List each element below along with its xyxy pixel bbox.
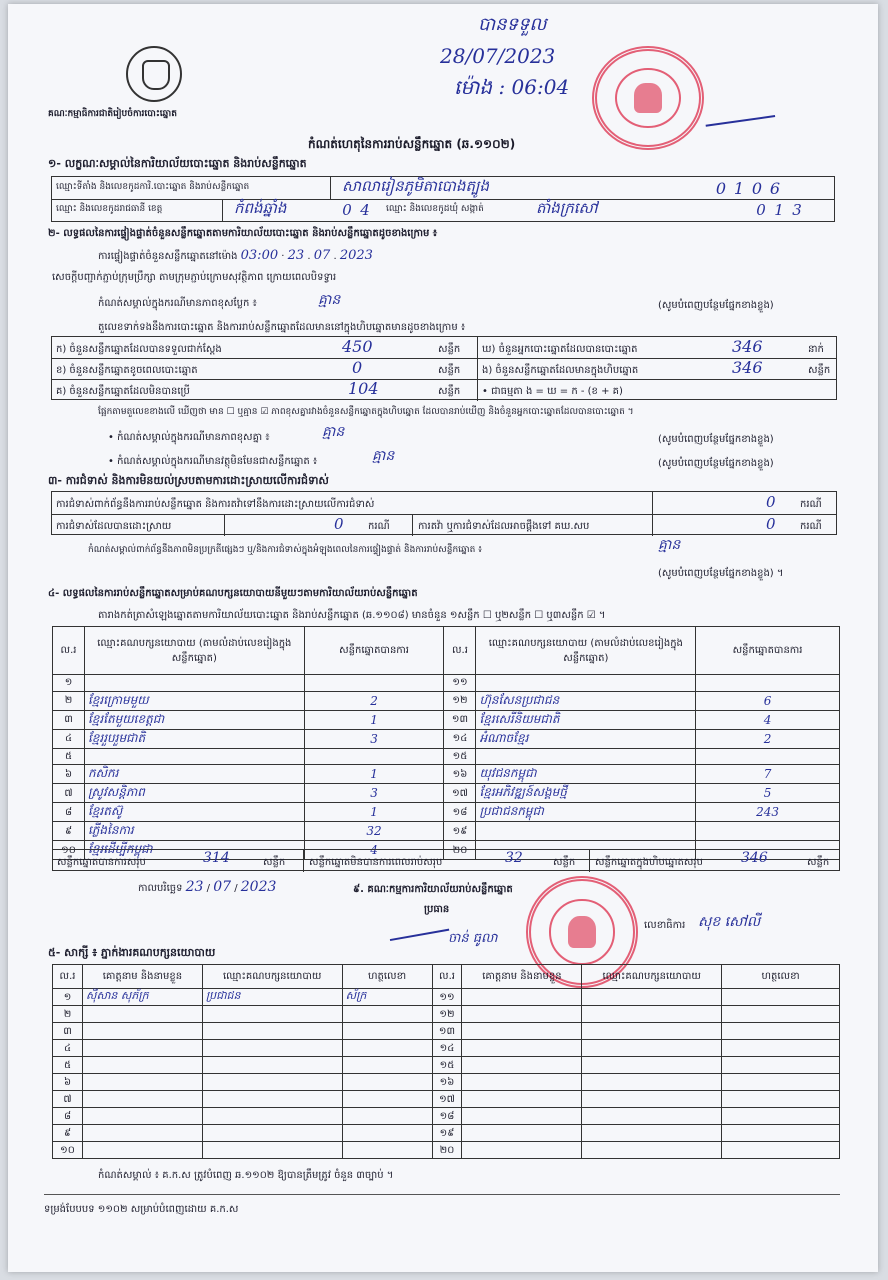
col-party-right: ឈ្មោះគណបក្សនយោបាយ (តាមលំដាប់លេខរៀងក្នុងសន្លឹកឆ្នោត) [476,627,696,675]
count-row-a-unit: សន្លឹក [438,344,461,355]
commune-value: តាំងក្រសៅ [536,199,598,217]
secretary-name: សុខ សៅលី [698,914,761,930]
witness-name [82,1108,202,1125]
results-row [53,765,840,784]
province-value: កំពង់ឆ្នាំង [234,199,287,217]
count-formula: • ជាធម្មតា ង = ឃ = ក - (ខ + គ) [482,386,623,397]
witness-party [202,1091,342,1108]
witness-signature [722,1074,840,1091]
count-row-a-value: 450 [342,337,373,356]
objections-row2-label: ការជំទាស់ដែលបានដោះស្រាយ [56,521,172,532]
received-label: បានទទួល [478,14,547,35]
count-row-a-label: ក) ចំនួនសន្លឹកឆ្នោតដែលបានទទួលជាក់ស្តែង [56,344,222,355]
result-votes: 2 [696,729,840,748]
objections-row1-label: ការជំទាស់ពាក់ព័ន្ធនឹងការរាប់សន្លឹកឆ្នោត និងការតវ៉ាទៅនឹងការដោះស្រាយលើការជំទាស់ [56,499,375,510]
table-intro: តួលេខទាក់ទងនឹងការបោះឆ្នោត និងការរាប់សន្លឹកឆ្នោតដែលមាននៅក្នុងហិបឆ្នោតមានដូចខាងក្រោម ៖ [98,322,466,333]
result-party: ខ្មែរក្រោមមួយ [84,691,304,710]
witness-no: ១១ [432,989,462,1006]
result-party: ខ្មែរដើម្បីកម្ពុជា [84,841,304,860]
witness-no: ៥ [53,1057,83,1074]
result-votes: 3 [304,729,444,748]
witness-col-no-right: ល.រ [432,965,462,989]
irregularity-note-value: គ្មាន [658,537,681,553]
result-votes: 243 [696,803,840,822]
result-party: អំណាចខ្មែរ [476,729,696,748]
witness-party [582,1057,722,1074]
col-votes-left: សន្លឹកឆ្នោតបានការ [304,627,444,675]
witness-name [462,1040,582,1057]
result-no: ១៧ [444,784,476,803]
result-votes [696,675,840,692]
witness-signature [342,1142,432,1159]
results-row [53,748,840,765]
witness-no: ៧ [53,1091,83,1108]
witness-signature [722,1142,840,1159]
count-row-c-label: គ) ចំនួនសន្លឹកឆ្នោតដែលមិនបានប្រើ [56,386,190,397]
witness-party: ប្រជាជន [202,989,342,1006]
witness-no: ៩ [53,1125,83,1142]
objections-row2-unit: ករណី [368,521,390,532]
result-no: ៧ [53,784,85,803]
results-row [53,784,840,803]
col-no-left: ល.រ [53,627,85,675]
witness-no: ២ [53,1006,83,1023]
result-party [84,675,304,692]
witness-name [82,1074,202,1091]
fill-hint-4: (សូមបំពេញបន្ថែមផ្នែកខាងខ្លួង) ។ [658,568,784,579]
witness-signature: ស័ក្រ [342,989,432,1006]
total-valid-label: សន្លឹកឆ្នោតបានការសរុប [57,857,146,868]
top-signature [703,95,775,127]
result-votes: 3 [304,784,444,803]
witness-party [582,1006,722,1023]
location-label: ឈ្មោះទីតាំង និងលេខកូដការិ.បោះឆ្នោត និងរាប់សន្លឹកឆ្នោត [56,182,250,192]
witness-signature [342,1006,432,1023]
result-no: ១៥ [444,748,476,765]
witness-signature [722,1006,840,1023]
witness-col-party-left: ឈ្មោះគណបក្សនយោបាយ [202,965,342,989]
witness-name [462,1091,582,1108]
result-no: ១ [53,675,85,692]
witness-no: ១៣ [432,1023,462,1040]
objections-row2b-unit: ករណី [800,521,822,532]
witness-signature [722,1108,840,1125]
bullet-difference-value: គ្មាន [322,424,345,440]
commission-name: គណៈកម្មាធិការជាតិរៀបចំការបោះឆ្នោត [48,109,177,119]
form-footer: ទម្រង់បែបបទ ១១០២ សម្រាប់បំពេញដោយ គ.ក.ស [44,1204,239,1215]
witness-signature [722,1057,840,1074]
commission-emblem [126,46,182,102]
result-no: ៩ [53,822,85,841]
count-row-e-value: 346 [732,358,763,377]
form-title: កំណត់ហេតុនៃការរាប់សន្លឹកឆ្នោត (ឆ.១១០២) [308,137,516,151]
result-votes [304,675,444,692]
result-party: ភ្លើងនៃការ [84,822,304,841]
witness-party [582,1142,722,1159]
results-row [53,691,840,710]
bullet-difference-label: • កំណត់សម្គាល់ក្នុងករណីមានភាពខុសគ្នា ៖ [108,432,270,443]
result-no: ១០ [53,841,85,860]
witness-no: ៣ [53,1023,83,1040]
result-party: ខ្មែរអភិវឌ្ឍន៍សង្គមថ្មី [476,784,696,803]
witness-party [202,1125,342,1142]
witness-no: ១២ [432,1006,462,1023]
result-no: ១១ [444,675,476,692]
witness-name: ស៊ីសាន សុភ័ក្រ [82,989,202,1006]
total-box-label: សន្លឹកឆ្នោតក្នុងហិបឆ្នោតសរុប [595,857,703,868]
result-party: ខ្មែរតស៊ូ [84,803,304,822]
result-votes: 4 [304,841,444,860]
result-party [476,748,696,765]
witness-row [53,1006,840,1023]
results-row [53,675,840,692]
objections-row2-value: 0 [334,515,344,533]
section1-table [51,176,835,222]
witness-no: ១៤ [432,1040,462,1057]
witness-party [202,1057,342,1074]
secretary-label: លេខាធិការ [644,920,686,931]
result-votes [304,748,444,765]
difference-check-line: ផ្អែកតាមតួលេខខាងលើ ឃើញថា មាន ☐ ឬគ្មាន ☑ ភាពខុសគ្នារវាងចំនួនសន្លឹកឆ្នោតក្នុងហិបឆ្នោត ដែលបានរាប់ឃើញ និងចំនួនអ្នកបោះឆ្នោតដែលបានបោះឆ្នោត ។ [98,407,634,417]
witness-party [202,1023,342,1040]
chair-signature [387,911,450,941]
witness-signature [722,1091,840,1108]
witness-name [462,1057,582,1074]
witness-no: ៨ [53,1108,83,1125]
result-no: ៤ [53,729,85,748]
fill-hint-1: (សូមបំពេញបន្ថែមផ្នែកខាងខ្លួង) [658,300,774,311]
seal-line: សេចក្តីបញ្ជាក់ភ្ជាប់ក្រុមប្រឹក្សា តាមក្រុមភ្ជាប់ក្រោមសុវត្ថិភាព ក្រោយពេលបិទទ្វារ [52,272,337,283]
witness-row [53,1074,840,1091]
witness-no: ១ [53,989,83,1006]
result-votes: 4 [696,710,840,729]
witness-col-sign-left: ហត្ថលេខា [342,965,432,989]
result-party [476,822,696,841]
witness-name [82,1142,202,1159]
verify-time: 03:00 [240,248,279,263]
result-votes: 1 [304,803,444,822]
received-date: 28/07/2023 [440,44,556,68]
results-table [52,626,840,860]
witness-col-no-left: ល.រ [53,965,83,989]
witness-name [462,1023,582,1040]
witness-party [582,1074,722,1091]
witness-party [202,1108,342,1125]
witness-party [202,1006,342,1023]
count-row-b-value: 0 [352,358,363,377]
witness-party [582,1040,722,1057]
witness-signature [342,1074,432,1091]
result-party: ខ្មែរតែមួយខេត្តជា [84,710,304,729]
witness-signature [722,989,840,1006]
witness-signature [722,1125,840,1142]
result-votes: 6 [696,691,840,710]
witness-row [53,1142,840,1159]
result-no: ៦ [53,765,85,784]
count-row-d-unit: នាក់ [808,344,824,355]
counts-table [51,336,837,400]
count-row-c-unit: សន្លឹក [438,386,461,397]
result-no: ៨ [53,803,85,822]
signing-date: កាលបរិច្ឆេទ 23 / 07 / 2023 [138,879,277,895]
result-party: ស្រូវសន្តិភាព [84,784,304,803]
section1-heading: ១- លក្ខណៈសម្គាល់នៃការិយាល័យបោះឆ្នោត និងរាប់សន្លឹកឆ្នោត [48,157,307,170]
count-row-b-unit: សន្លឹក [438,365,461,376]
location-value: សាលារៀនភូមិតាបោងត្បូង [342,177,489,195]
col-no-right: ល.រ [444,627,476,675]
fill-hint-3: (សូមបំពេញបន្ថែមផ្នែកខាងខ្លួង) [658,458,774,469]
count-row-d-label: ឃ) ចំនួនអ្នកបោះឆ្នោតដែលបានបោះឆ្នោត [482,344,638,355]
irregularity-note: កំណត់សម្គាល់ពាក់ព័ន្ធនឹងភាពមិនប្រក្រតីផ្សេងៗ ឬ/និងការជំទាស់ក្នុងអំឡុងពេលនៃការផ្ទៀងផ្ទាត់ និងការរាប់សន្លឹកឆ្នោត ៖ [88,545,483,555]
witness-signature [722,1040,840,1057]
results-row [53,822,840,841]
total-invalid-label: សន្លឹកឆ្នោតមិនបានការពេលរាប់សរុប [309,857,443,868]
witness-name [462,1074,582,1091]
verify-line: ការផ្ទៀងផ្ទាត់ចំនួនសន្លឹកឆ្នោតនៅម៉ោង 03:00 · 23 . 07 . 2023 [98,248,373,263]
result-no: ១៤ [444,729,476,748]
result-party [476,675,696,692]
commune-label: ឈ្មោះ និងលេខកូដឃុំ សង្កាត់ [386,204,484,214]
count-row-b-label: ខ) ចំនួនសន្លឹកឆ្នោតខូចពេលបោះឆ្នោត [56,365,198,376]
discrepancy-note-value: គ្មាន [318,292,341,308]
witness-row [53,1091,840,1108]
chair-name: ចាន់ ធូលា [448,931,498,946]
count-row-e-unit: សន្លឹក [808,365,831,376]
witness-signature [342,1023,432,1040]
witness-row [53,1108,840,1125]
discrepancy-note-label: កំណត់សម្គាល់ក្នុងករណីមានភាពខុសប្លែក ៖ [98,298,257,309]
section4-heading: ៤- លទ្ធផលនៃការរាប់សន្លឹកឆ្នោតសម្រាប់គណបក្សនយោបាយនីមួយៗតាមការិយាល័យរាប់សន្លឹកឆ្នោត [48,588,418,599]
objections-row1-value: 0 [766,493,776,511]
verify-day: 23 [287,248,305,263]
result-no: ១៣ [444,710,476,729]
witness-name [82,1091,202,1108]
total-invalid-value: 32 [505,850,523,866]
verify-year: 2023 [339,248,373,263]
result-party: ហ៊ុនសែនប្រជាជន [476,691,696,710]
witness-party [582,1023,722,1040]
witness-col-sign-right: ហត្ថលេខា [722,965,840,989]
witness-no: ១៦ [432,1074,462,1091]
result-no: ១៨ [444,803,476,822]
verify-month: 07 [313,248,331,263]
total-valid-value: 314 [203,850,230,866]
result-no: ១៩ [444,822,476,841]
witness-no: ២០ [432,1142,462,1159]
count-row-c-value: 104 [348,379,379,398]
objections-row1-unit: ករណី [800,499,822,510]
section3-heading: ៣- ការជំទាស់ និងការមិនយល់ស្របតាមការដោះស្រាយលើការជំទាស់ [48,474,329,487]
result-party: យុវជនកម្ពុជា [476,765,696,784]
section5-footnote: កំណត់សម្គាល់ ៖ គ.ក.ស ត្រូវបំពេញ ឆ.១១០២ ឱ្យបានត្រឹមត្រូវ ចំនួន ៣ច្បាប់ ។ [98,1170,394,1181]
result-votes [696,748,840,765]
bullet-object-value: គ្មាន [372,448,395,464]
witness-name [82,1023,202,1040]
witness-name [82,1125,202,1142]
witness-name [82,1040,202,1057]
result-no: ២ [53,691,85,710]
results-row [53,729,840,748]
witness-row [53,1023,840,1040]
witness-signature [722,1023,840,1040]
witness-signature [342,1108,432,1125]
received-time: ម៉ោង : 06:04 [454,75,570,99]
results-totals [52,849,840,871]
witness-row [53,1057,840,1074]
witness-signature [342,1040,432,1057]
objections-row2b-label: ការតវ៉ា ឬការជំទាស់ដែលអាចផ្តឹងទៅ គឃ.សប [418,521,590,532]
witness-col-party-right: ឈ្មោះគណបក្សនយោបាយ [582,965,722,989]
result-no: ១២ [444,691,476,710]
section4-intro: តារាងកត់ត្រាសំឡេងឆ្នោតតាមការិយាល័យបោះឆ្នោត និងរាប់សន្លឹកឆ្នោត (ឆ.១១០៨) មានចំនួន ១សន្លឹក ☐ ឬ២សន្លឹក ☐ ឬ៣សន្លឹក ☑ ។ [98,610,606,621]
result-votes: 7 [696,765,840,784]
total-box-value: 346 [741,850,768,866]
witness-signature [342,1091,432,1108]
result-votes: 1 [304,765,444,784]
objections-table [51,491,837,535]
witness-name [82,1057,202,1074]
result-votes: 1 [304,710,444,729]
province-label: ឈ្មោះ និងលេខកូដរាជធានី ខេត្ត [56,204,163,214]
result-party: កសិករ [84,765,304,784]
total-box-unit: សន្លឹក [807,857,830,868]
witness-name [462,1142,582,1159]
official-stamp-top [592,46,704,150]
objections-row2b-value: 0 [766,515,776,533]
witness-no: ៦ [53,1074,83,1091]
office-committee-line: ៩. គណៈកម្មការការិយាល័យរាប់សន្លឹកឆ្នោត [353,884,513,895]
count-row-d-value: 346 [732,337,763,356]
result-party: ប្រជាជនកម្ពុជា [476,803,696,822]
witness-no: ៤ [53,1040,83,1057]
result-votes: 5 [696,784,840,803]
results-row [53,710,840,729]
result-no: ៥ [53,748,85,765]
witness-party [582,1108,722,1125]
witness-party [202,1142,342,1159]
witness-name [462,1125,582,1142]
chair-label: ប្រធាន [424,904,450,915]
witness-party [582,989,722,1006]
witness-party [582,1125,722,1142]
witness-party [202,1074,342,1091]
result-votes: 32 [304,822,444,841]
witness-no: ១៩ [432,1125,462,1142]
section5-heading: ៥- សាក្សី ៖ ភ្នាក់ងារគណបក្សនយោបាយ [48,946,216,959]
results-row [53,803,840,822]
province-code: 0 4 [342,201,370,219]
witness-no: ១៨ [432,1108,462,1125]
fill-hint-2: (សូមបំពេញបន្ថែមផ្នែកខាងខ្លួង) [658,434,774,445]
document-page [8,4,878,1272]
total-valid-unit: សន្លឹក [263,857,286,868]
witness-no: ១៥ [432,1057,462,1074]
witness-party [202,1040,342,1057]
witness-name [82,1006,202,1023]
witness-name [462,1108,582,1125]
witness-col-name-left: គោត្តនាម និងនាមខ្លួន [82,965,202,989]
bullet-object-label: • កំណត់សម្គាល់ក្នុងករណីមានវត្ថុមិនមែនជាសន្លឹកឆ្នោត ៖ [108,456,318,467]
result-party: ខ្មែរសេរីនិយមជាតិ [476,710,696,729]
witness-row [53,1040,840,1057]
location-code: 0 1 0 6 [715,179,781,198]
result-no: ៣ [53,710,85,729]
result-party [84,748,304,765]
col-votes-right: សន្លឹកឆ្នោតបានការ [696,627,840,675]
witness-signature [342,1057,432,1074]
result-no: ២០ [444,841,476,860]
witness-party [582,1091,722,1108]
witness-no: ១៧ [432,1091,462,1108]
commune-code: 0 1 3 [756,201,802,219]
result-no: ១៦ [444,765,476,784]
count-row-e-label: ង) ចំនួនសន្លឹកឆ្នោតដែលមានក្នុងហិបឆ្នោត [482,365,639,376]
result-party: ខ្មែររួបរួមជាតិ [84,729,304,748]
result-votes [696,822,840,841]
witness-signature [342,1125,432,1142]
result-votes: 2 [304,691,444,710]
section2-heading: ២- លទ្ធផលនៃការផ្ទៀងផ្ទាត់ចំនួនសន្លឹកឆ្នោតតាមការិយាល័យបោះឆ្នោត និងរាប់សន្លឹកឆ្នោតដូចខាងក្រោម ៖ [48,228,438,239]
witness-col-name-right: គោត្តនាម និងនាមខ្លួន [462,965,582,989]
witness-row [53,989,840,1006]
total-invalid-unit: សន្លឹក [553,857,576,868]
witness-row [53,1125,840,1142]
witness-table [52,964,840,1159]
witness-name [462,989,582,1006]
col-party-left: ឈ្មោះគណបក្សនយោបាយ (តាមលំដាប់លេខរៀងក្នុងសន្លឹកឆ្នោត) [84,627,304,675]
witness-no: ១០ [53,1142,83,1159]
witness-name [462,1006,582,1023]
